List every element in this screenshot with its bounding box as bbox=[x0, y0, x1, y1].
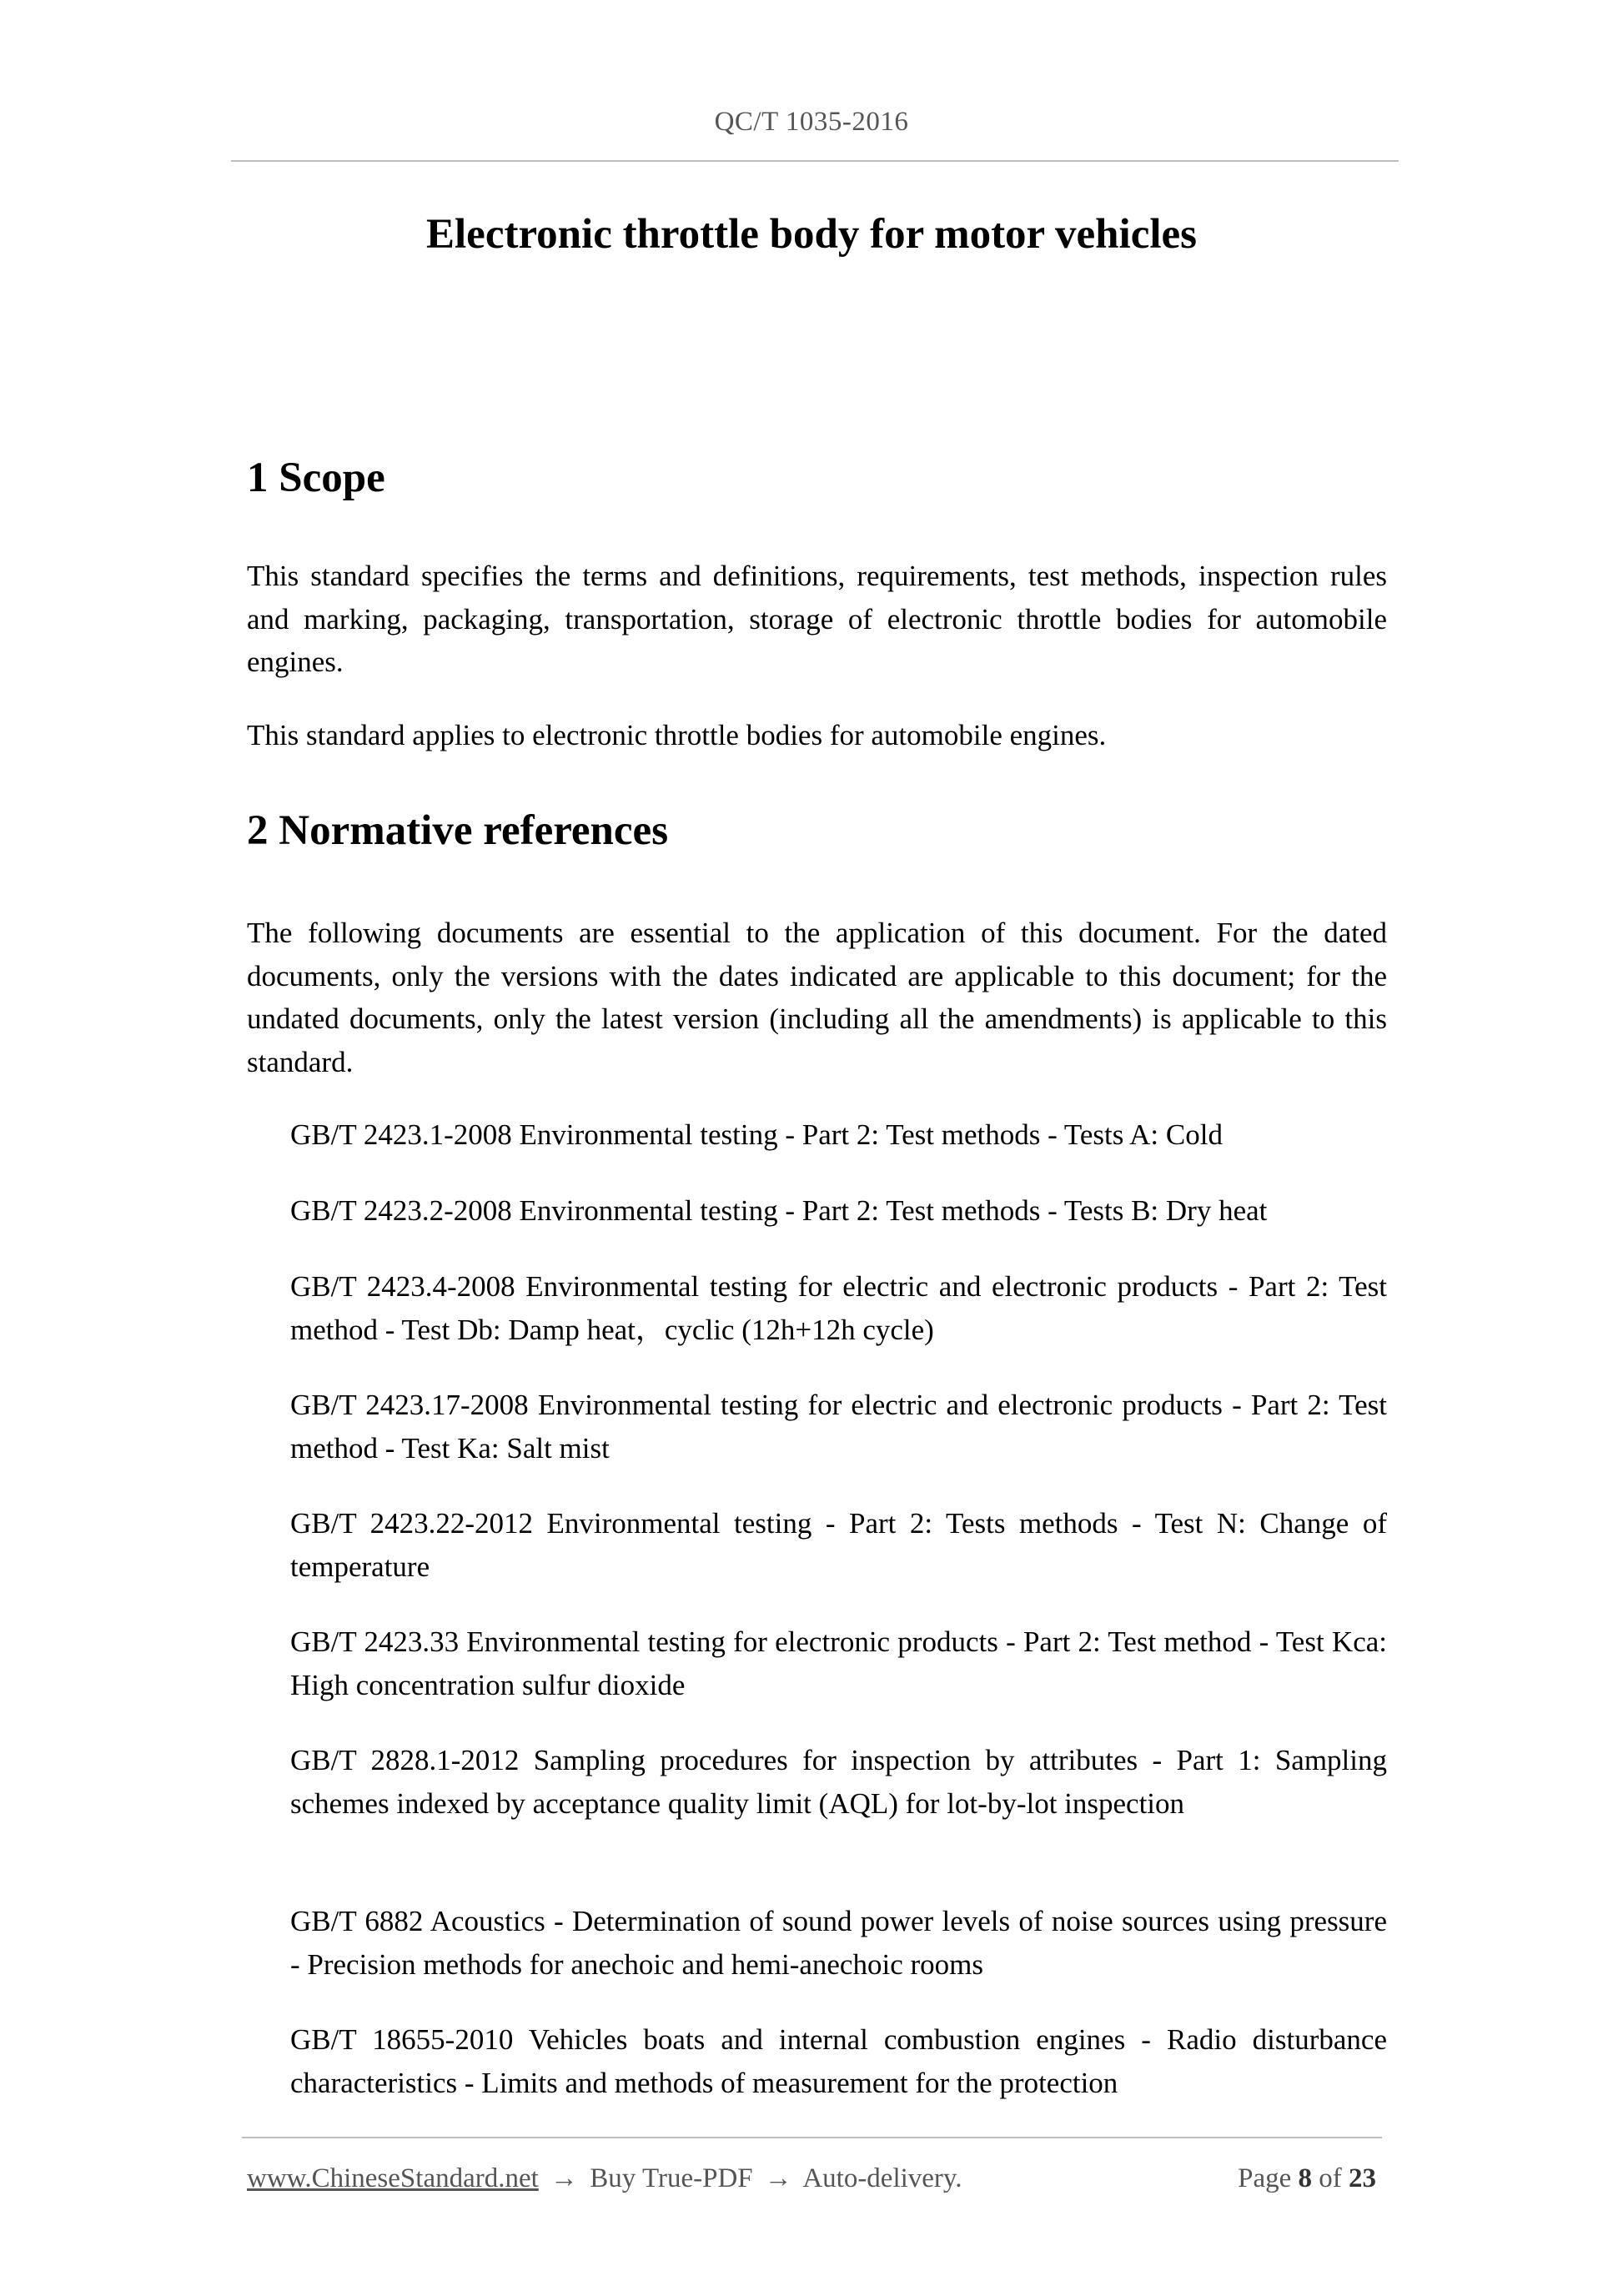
reference-item: GB/T 2423.22-2012 Environmental testing - Part 2: Tests methods - Test N: Change of temperature bbox=[290, 1507, 1387, 1583]
reference-item: GB/T 18655-2010 Vehicles boats and internal combustion engines - Radio disturbance characteristics - Limits and methods of measurement for the protection bbox=[290, 2023, 1387, 2099]
reference-item: GB/T 2828.1-2012 Sampling procedures for inspection by attributes - Part 1: Sampling schemes indexed by acceptance quality limit (AQL) for lot-by-lot inspection bbox=[290, 1744, 1387, 1820]
page-current: 8 bbox=[1298, 2163, 1312, 2193]
reference-item: GB/T 2423.2-2008 Environmental testing - Part 2: Test methods - Tests B: Dry heat bbox=[290, 1194, 1268, 1227]
page-indicator bbox=[1238, 2163, 1376, 2194]
page-of-label: of bbox=[1319, 2163, 1342, 2193]
arrow-right-icon: → bbox=[550, 2163, 579, 2193]
scope-paragraph: This standard specifies the terms and definitions, requirements, test methods, inspection rules and marking, packaging, transportation, storage of electronic throttle bodies for automobile engines. bbox=[247, 560, 1387, 678]
page-label: Page bbox=[1238, 2163, 1292, 2193]
normative-intro-paragraph: The following documents are essential to the application of this document. For the dated documents, only the versions with the dates indicated are applicable to this document; for the undated documents, only the latest version (including all the amendments) is applicable to this standard. bbox=[247, 917, 1387, 1078]
footer-divider bbox=[242, 2137, 1382, 2138]
reference-item: GB/T 2423.1-2008 Environmental testing - Part 2: Test methods - Tests A: Cold bbox=[290, 1118, 1223, 1151]
reference-item: GB/T 2423.33 Environmental testing for electronic products - Part 2: Test method - Test Kca: High concentration sulfur dioxide bbox=[290, 1625, 1387, 1701]
reference-item: GB/T 6882 Acoustics - Determination of sound power levels of noise sources using pressure - Precision methods for anechoic and hemi-anechoic rooms bbox=[290, 1905, 1387, 1981]
reference-item: GB/T 2423.4-2008 Environmental testing for electric and electronic products - Part 2: Test method - Test Db: Damp heat，cyclic (12h+12h cycle) bbox=[290, 1270, 1387, 1346]
reference-item: GB/T 2423.17-2008 Environmental testing for electric and electronic products - Part 2: Test method - Test Ka: Salt mist bbox=[290, 1389, 1387, 1465]
buy-text: Buy True-PDF bbox=[590, 2163, 753, 2193]
section-heading-normative-references: 2 Normative references bbox=[247, 807, 669, 854]
scope-paragraph: This standard applies to electronic throttle bodies for automobile engines. bbox=[247, 719, 1107, 751]
delivery-text: Auto-delivery. bbox=[802, 2163, 962, 2193]
arrow-right-icon: → bbox=[764, 2163, 792, 2193]
site-link[interactable]: www.ChineseStandard.net bbox=[247, 2163, 539, 2193]
footer-promo bbox=[247, 2163, 962, 2194]
section-heading-scope: 1 Scope bbox=[247, 455, 385, 501]
page-total: 23 bbox=[1349, 2163, 1376, 2193]
header-divider bbox=[231, 160, 1399, 162]
document-title: Electronic throttle body for motor vehicles bbox=[426, 211, 1197, 258]
page-header-standard-code: QC/T 1035-2016 bbox=[714, 107, 909, 137]
